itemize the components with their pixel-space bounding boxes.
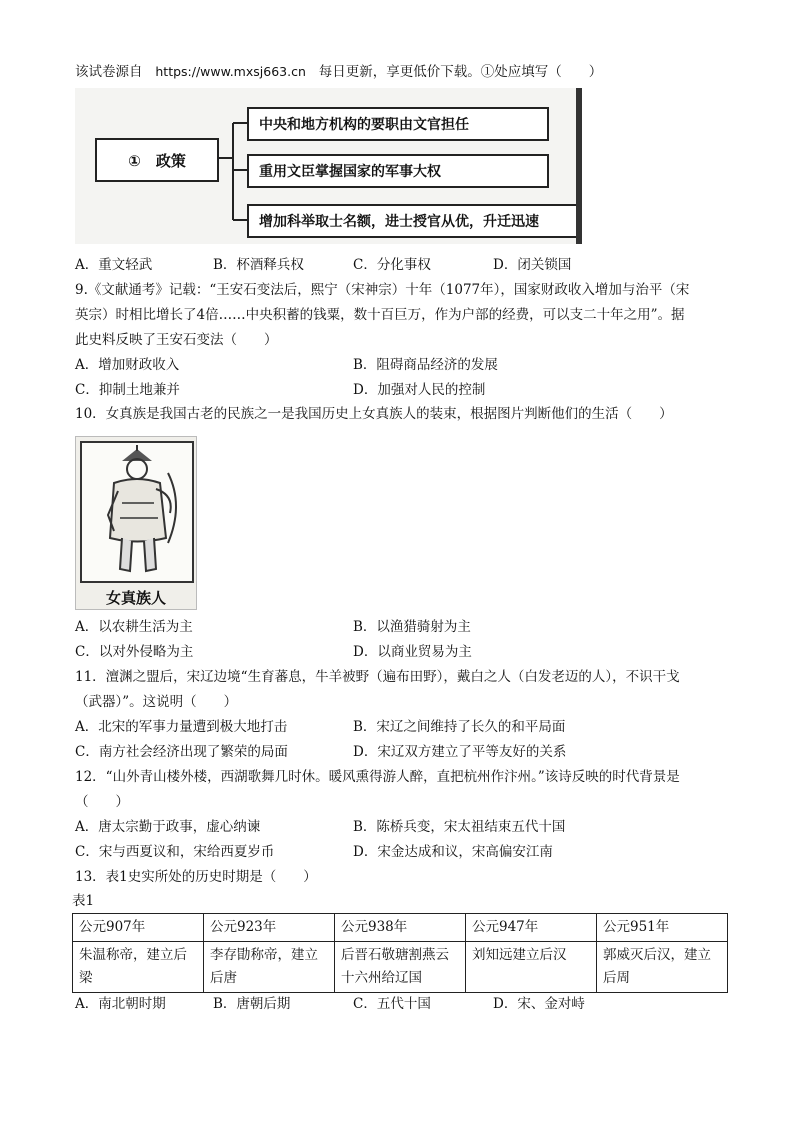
table-cell: 后晋石敬瑭割燕云 十六州给辽国 [335,942,466,993]
table-cell: 李存勖称帝，建立 后唐 [204,942,335,993]
q12-option-c[interactable]: C．宋与西夏议和，宋给西夏岁币 [75,844,275,860]
policy-diagram [75,88,582,244]
q11-option-d[interactable]: D．宋辽双方建立了平等友好的关系 [353,744,567,760]
q10-option-c[interactable]: C．以对外侵略为主 [75,644,194,660]
q8-option-d[interactable]: D．闭关锁国 [493,257,572,273]
q10-option-b[interactable]: B．以渔猎骑射为主 [353,619,471,635]
table-header-cell: 公元951年 [597,914,728,942]
promo-text: 每日更新，享更低价下载。①处应填写（ ） [318,64,603,80]
table-cell: 刘知远建立后汉 [466,942,597,993]
q9-option-a[interactable]: A．增加财政收入 [75,357,180,373]
q12-line-2: （ ） [75,794,129,810]
q9-line-3: 此史料反映了王安石变法（ ） [75,332,278,348]
policy-item-3: 增加科举取士名额，进士授官从优，升迁迅速 [247,204,581,238]
q9-option-d[interactable]: D．加强对人民的控制 [353,382,486,398]
table-header-cell: 公元923年 [204,914,335,942]
q11-option-a[interactable]: A．北宋的军事力量遭到极大地打击 [75,719,288,735]
header-line [75,63,602,81]
table-cell: 朱温称帝，建立后 梁 [73,942,204,993]
table-header-cell: 公元907年 [73,914,204,942]
q9-option-b[interactable]: B．阻碍商品经济的发展 [353,357,498,373]
q13-option-d[interactable]: D．宋、金对峙 [493,996,585,1012]
q11-line-2: （武器）”。这说明（ ） [75,694,238,710]
q13-option-b[interactable]: B．唐朝后期 [213,996,291,1012]
q12-option-d[interactable]: D．宋金达成和议，宋高偏安江南 [353,844,553,860]
q9-line-2: 英宗）时相比增长了4倍……中央积蓄的钱粟，数十百巨万，作为户部的经费，可以支二十年之用”。据 [75,307,685,323]
q9-line-1: 9.《文献通考》记载：“王安石变法后，熙宁（宋神宗）十年（1077年），国家财政收入增加与治平（宋 [75,282,690,298]
q12-option-b[interactable]: B．陈桥兵变，宋太祖结束五代十国 [353,819,566,835]
q13-text: 13．表1史实所处的历史时期是（ ） [75,869,317,885]
q11-line-1: 11．澶渊之盟后，宋辽边境“生育蕃息，牛羊被野（遍布田野），戴白之人（白发老迈的人），不识干戈 [75,669,680,685]
q8-option-b[interactable]: B．杯酒释兵权 [213,257,304,273]
jurchen-figure-image [75,436,197,610]
q12-line-1: 12．“山外青山楼外楼，西湖歌舞几时休。暖风熏得游人醉，直把杭州作汴州。”该诗反映的时代背景是 [75,769,680,785]
history-table [72,913,728,993]
q8-option-c[interactable]: C．分化事权 [353,257,431,273]
q11-option-b[interactable]: B．宋辽之间维持了长久的和平局面 [353,719,566,735]
policy-center-box: ① 政策 [95,138,219,182]
figure-frame [80,441,194,583]
jurchen-warrior-figure [82,443,192,581]
table-header-cell: 公元947年 [466,914,597,942]
table-label: 表1 [72,893,95,909]
table-header-row [73,914,728,942]
table-cell: 郭威灭后汉，建立 后周 [597,942,728,993]
policy-item-1: 中央和地方机构的要职由文官担任 [247,107,549,141]
source-label: 该试卷源自 [75,64,143,80]
source-url[interactable]: https://www.mxsj663.cn [155,64,306,79]
scan-edge [576,88,582,244]
policy-item-2: 重用文臣掌握国家的军事大权 [247,154,549,188]
q9-option-c[interactable]: C．抑制土地兼并 [75,382,180,398]
table-header-cell: 公元938年 [335,914,466,942]
q10-option-d[interactable]: D．以商业贸易为主 [353,644,472,660]
q8-option-a[interactable]: A．重文轻武 [75,257,153,273]
q13-option-a[interactable]: A．南北朝时期 [75,996,166,1012]
figure-caption: 女真族人 [105,589,166,607]
q10-text: 10．女真族是我国古老的民族之一是我国历史上女真族人的装束，根据图片判断他们的生活（ ） [75,406,673,422]
q11-option-c[interactable]: C．南方社会经济出现了繁荣的局面 [75,744,288,760]
table-row [73,942,728,993]
q12-option-a[interactable]: A．唐太宗勤于政事，虚心纳谏 [75,819,261,835]
q13-option-c[interactable]: C．五代十国 [353,996,431,1012]
q10-option-a[interactable]: A．以农耕生活为主 [75,619,193,635]
